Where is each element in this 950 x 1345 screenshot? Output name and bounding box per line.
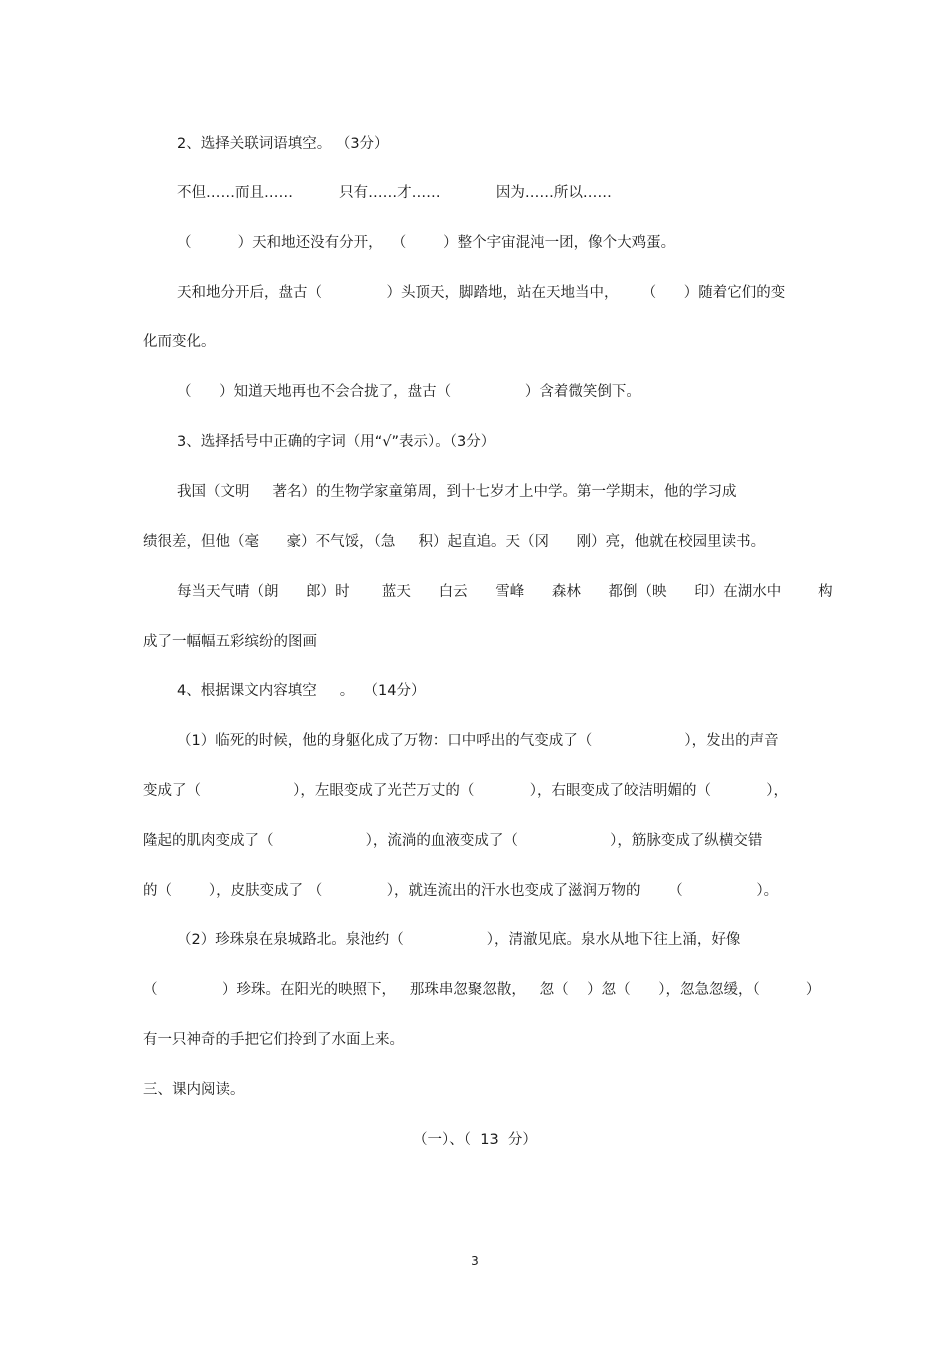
section-3-title: 三、课内阅读。 <box>143 1082 245 1098</box>
q4-part1-line-a: （1）临死的时候，他的身躯化成了万物：口中呼出的气变成了（ ），发出的声音 <box>177 733 779 749</box>
q4-part1-line-b: 变成了（ ），左眼变成了光芒万丈的（ ），右眼变成了皎洁明媚的（ ）， <box>143 783 789 799</box>
q4-part2-line-a: （2）珍珠泉在泉城路北。泉池约（ ），清澈见底。泉水从地下往上涌，好像 <box>177 932 741 948</box>
q2-sentence-2a: 天和地分开后，盘古（ ）头顶天，脚踏地，站在天地当中， （ ）随着它们的变 <box>177 285 786 301</box>
q3-line-1: 我国（文明 著名）的生物学家童第周，到十七岁才上中学。第一学期末，他的学习成 <box>177 484 737 500</box>
section-3-subtitle: （一）、（ 13 分） <box>413 1132 537 1148</box>
page-number: 3 <box>471 1254 479 1268</box>
q4-title: 4、根据课文内容填空 。 （14分） <box>177 683 426 699</box>
q2-sentence-2b: 化而变化。 <box>143 334 216 350</box>
q3-line-3: 每当天气晴（朗 郎）时 蓝天 白云 雪峰 森林 都倒（映 印）在湖水中 构 <box>177 584 833 600</box>
q2-title: 2、选择关联词语填空。 （3分） <box>177 136 389 152</box>
q3-line-2: 绩很差，但他（毫 豪）不气馁，（急 积）起直追。天（冈 刚）亮，他就在校园里读书。 <box>143 534 766 550</box>
q4-part2-line-c: 有一只神奇的手把它们拎到了水面上来。 <box>143 1032 404 1048</box>
q3-line-4: 成了一幅幅五彩缤纷的图画 <box>143 634 317 650</box>
q2-sentence-1: （ ）天和地还没有分开， （ ）整个宇宙混沌一团，像个大鸡蛋。 <box>177 235 676 251</box>
q2-sentence-3: （ ）知道天地再也不会合拢了，盘古（ ）含着微笑倒下。 <box>177 384 641 400</box>
q4-part2-line-b: （ ）珍珠。在阳光的映照下， 那珠串忽聚忽散， 忽（ ）忽（ ），忽急忽缓，（ ） <box>143 982 821 998</box>
q2-options: 不但……而且…… 只有……才…… 因为……所以…… <box>177 185 612 201</box>
q4-part1-line-c: 隆起的肌肉变成了（ ），流淌的血液变成了（ ），筋脉变成了纵横交错 <box>143 833 763 849</box>
q4-part1-line-d: 的（ ），皮肤变成了 （ ），就连流出的汗水也变成了滋润万物的 （ ）。 <box>143 883 779 899</box>
q3-title: 3、选择括号中正确的字词（用“√”表示）。（3分） <box>177 434 496 450</box>
